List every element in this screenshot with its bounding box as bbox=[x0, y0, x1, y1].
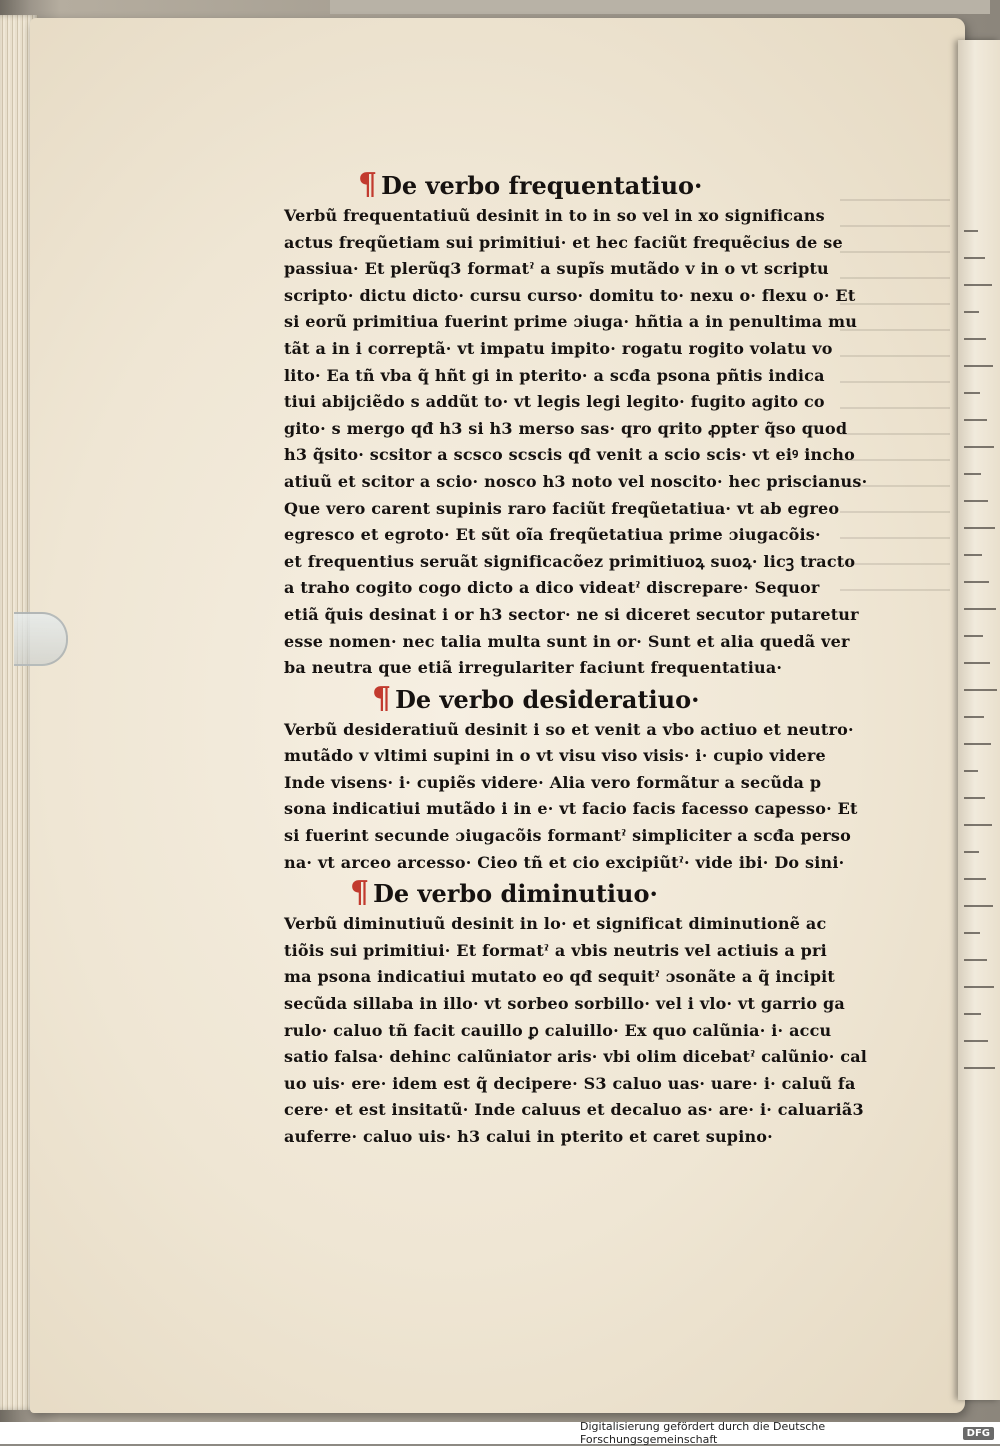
next-page-text-fragment bbox=[964, 824, 992, 826]
next-page-text-fragment bbox=[964, 905, 993, 907]
text-line: atiuũ et scitor a scio· nosco h3 noto vel noscito· hec priscianus· bbox=[284, 471, 868, 491]
text-line: sona indicatiui mutãdo i in e· vt facio facis facesso capesso· Et bbox=[284, 799, 858, 819]
text-line: Verbũ diminutiuũ desinit in lo· et significat diminutionẽ ac bbox=[284, 914, 827, 934]
next-page-text-fragment bbox=[964, 284, 992, 286]
text-line: secũda sillaba in illo· vt sorbeo sorbillo· vel i vlo· vt garrio ga bbox=[284, 994, 845, 1014]
text-line: passiua· Et plerũq3 formatˀ a supĩs mutãdo v in o vt scriptu bbox=[284, 259, 829, 279]
text-line: actus freqũetiam sui primitiui· et hec faciũt frequẽcius de se bbox=[284, 232, 843, 252]
next-page-text-fragment bbox=[964, 1067, 995, 1069]
next-page-text-fragment bbox=[964, 419, 987, 421]
text-line: Inde visens· i· cupiẽs videre· Alia vero formãtur a secũda p bbox=[284, 772, 822, 792]
text-line: et frequentius seruãt significacõez primitiuoꝝ suoꝝ· licꝫ tracto bbox=[284, 551, 856, 571]
text-line: scripto· dictu dicto· cursu curso· domitu to· nexu o· flexu o· Et bbox=[284, 285, 856, 305]
next-page-text-fragment bbox=[964, 797, 985, 799]
heading-text: De verbo frequentatiuo· bbox=[381, 171, 703, 200]
text-line: auferre· caluo uis· h3 calui in pterito et caret supino· bbox=[284, 1127, 773, 1146]
next-page-text-fragment bbox=[964, 473, 981, 475]
rubric-paragraph-mark: ¶ bbox=[350, 875, 370, 911]
page-clip bbox=[14, 612, 68, 666]
section-body-desideratiuo bbox=[284, 717, 884, 877]
section-heading-diminutiuo bbox=[350, 875, 884, 911]
text-line: Verbũ frequentatiuũ desinit in to in so vel in xo significans bbox=[284, 206, 825, 225]
next-page-text-fragment bbox=[964, 527, 995, 529]
heading-text: De verbo desideratiuo· bbox=[395, 684, 700, 714]
text-line: mutãdo v vltimi supini in o vt visu viso visis· i· cupio videre bbox=[284, 746, 826, 766]
next-page-text-fragment bbox=[964, 662, 990, 664]
text-line: tiõis sui primitiui· Et formatˀ a vbis neutris vel actiuis a pri bbox=[284, 940, 827, 960]
section-heading-desideratiuo bbox=[372, 680, 884, 716]
text-line: uo uis· ere· idem est q̃ decipere· S3 caluo uas· uare· i· caluũ fa bbox=[284, 1073, 856, 1093]
next-page-text-fragment bbox=[964, 392, 980, 394]
text-line: h3 q̃sito· scsitor a scsco scscis qđ venit a scio scis· vt eiꝰ incho bbox=[284, 445, 855, 465]
text-line: a traho cogito cogo dicto a dico videatˀ discrepare· Sequor bbox=[284, 578, 820, 598]
footer-strip bbox=[0, 1422, 580, 1444]
next-page-text-fragment bbox=[964, 932, 980, 934]
text-line: tãt a in i correptã· vt impatu impito· rogatu rogito volatu vo bbox=[284, 338, 833, 358]
text-line: ma psona indicatiui mutato eo qđ sequitˀ ɔsonãte a q̃ incipit bbox=[284, 967, 835, 987]
text-line: esse nomen· nec talia multa sunt in or· Sunt et alia quedã ver bbox=[284, 631, 850, 651]
text-line: na· vt arceo arcesso· Cieo tñ et cio excipiũtˀ· vide ibi· Do sini· bbox=[284, 852, 845, 872]
next-page-text-fragment bbox=[964, 689, 997, 691]
next-page-text-fragment bbox=[964, 1040, 988, 1042]
text-line: etiã q̃uis desinat i or h3 sector· ne si diceret secutor putaretur bbox=[284, 604, 859, 624]
text-line: gito· s mergo qđ h3 si h3 merso sas· qro qrito ꝓpter q̃so quod bbox=[284, 418, 848, 438]
text-line: Verbũ desideratiuũ desinit i so et venit a vbo actiuo et neutro· bbox=[284, 719, 854, 739]
next-page-text-fragment bbox=[964, 986, 994, 988]
dfg-logo: DFG bbox=[963, 1427, 994, 1440]
next-page-text-fragment bbox=[964, 446, 994, 448]
next-page-text-fragment bbox=[964, 716, 984, 718]
text-line: satio falsa· dehinc calũniator aris· vbi olim dicebatˀ calũnio· cal bbox=[284, 1047, 868, 1067]
next-page-text-fragment bbox=[964, 608, 996, 610]
next-page-text-fragment bbox=[964, 959, 987, 961]
next-page-text-fragment bbox=[964, 770, 978, 772]
next-page-text-fragment bbox=[964, 500, 988, 502]
next-page-text-fragment bbox=[964, 581, 989, 583]
next-page-text-fragment bbox=[964, 365, 993, 367]
next-page-text-fragment bbox=[964, 230, 978, 232]
printed-text-block bbox=[284, 167, 884, 1151]
text-line: si fuerint secunde ɔiugacõis formantˀ simpliciter a scđa perso bbox=[284, 826, 851, 846]
text-line: ba neutra que etiã irregulariter faciunt frequentatiua· bbox=[284, 658, 783, 678]
next-page-text-fragment bbox=[964, 554, 982, 556]
text-line: egresco et egroto· Et sũt oĩa freqũetatiua prime ɔiugacõis· bbox=[284, 525, 821, 545]
text-line: rulo· caluo tñ facit cauillo ꝑ caluillo· Ex quo calũnia· i· accu bbox=[284, 1020, 832, 1040]
next-page-edge bbox=[958, 40, 1000, 1400]
rubric-paragraph-mark: ¶ bbox=[358, 167, 378, 202]
text-line: si eorũ primitiua fuerint prime ɔiuga· hñtia a in penultima mu bbox=[284, 312, 858, 332]
section-body-frequentatiuo bbox=[284, 203, 884, 682]
text-line: Que vero carent supinis raro faciũt freqũetatiua· vt ab egreo bbox=[284, 498, 840, 518]
text-line: tiui abijciẽdo s addũt to· vt legis legi legito· fugito agito co bbox=[284, 392, 825, 412]
next-page-text-fragment bbox=[964, 257, 985, 259]
next-page-text-fragment bbox=[964, 1013, 981, 1015]
next-page-text-fragment bbox=[964, 635, 983, 637]
rubric-paragraph-mark: ¶ bbox=[372, 680, 392, 716]
section-body-diminutiuo bbox=[284, 911, 884, 1150]
text-line: cere· et est insitatũ· Inde caluus et decaluo as· are· i· caluariã3 bbox=[284, 1100, 864, 1120]
next-page-text-fragment bbox=[964, 311, 979, 313]
digitization-footer bbox=[580, 1422, 1000, 1444]
adjacent-page-top bbox=[330, 0, 990, 14]
next-page-text-fragment bbox=[964, 338, 986, 340]
footer-text: Digitalisierung gefördert durch die Deutsche Forschungsgemeinschaft bbox=[580, 1420, 826, 1446]
next-page-text-fragment bbox=[964, 743, 991, 745]
next-page-text-fragment bbox=[964, 878, 986, 880]
heading-text: De verbo diminutiuo· bbox=[373, 879, 658, 909]
section-heading-frequentatiuo bbox=[358, 167, 884, 202]
text-line: lito· Ea tñ vba q̃ hñt gi in pterito· a scđa psona pñtis indica bbox=[284, 365, 825, 385]
next-page-text-fragment bbox=[964, 851, 979, 853]
